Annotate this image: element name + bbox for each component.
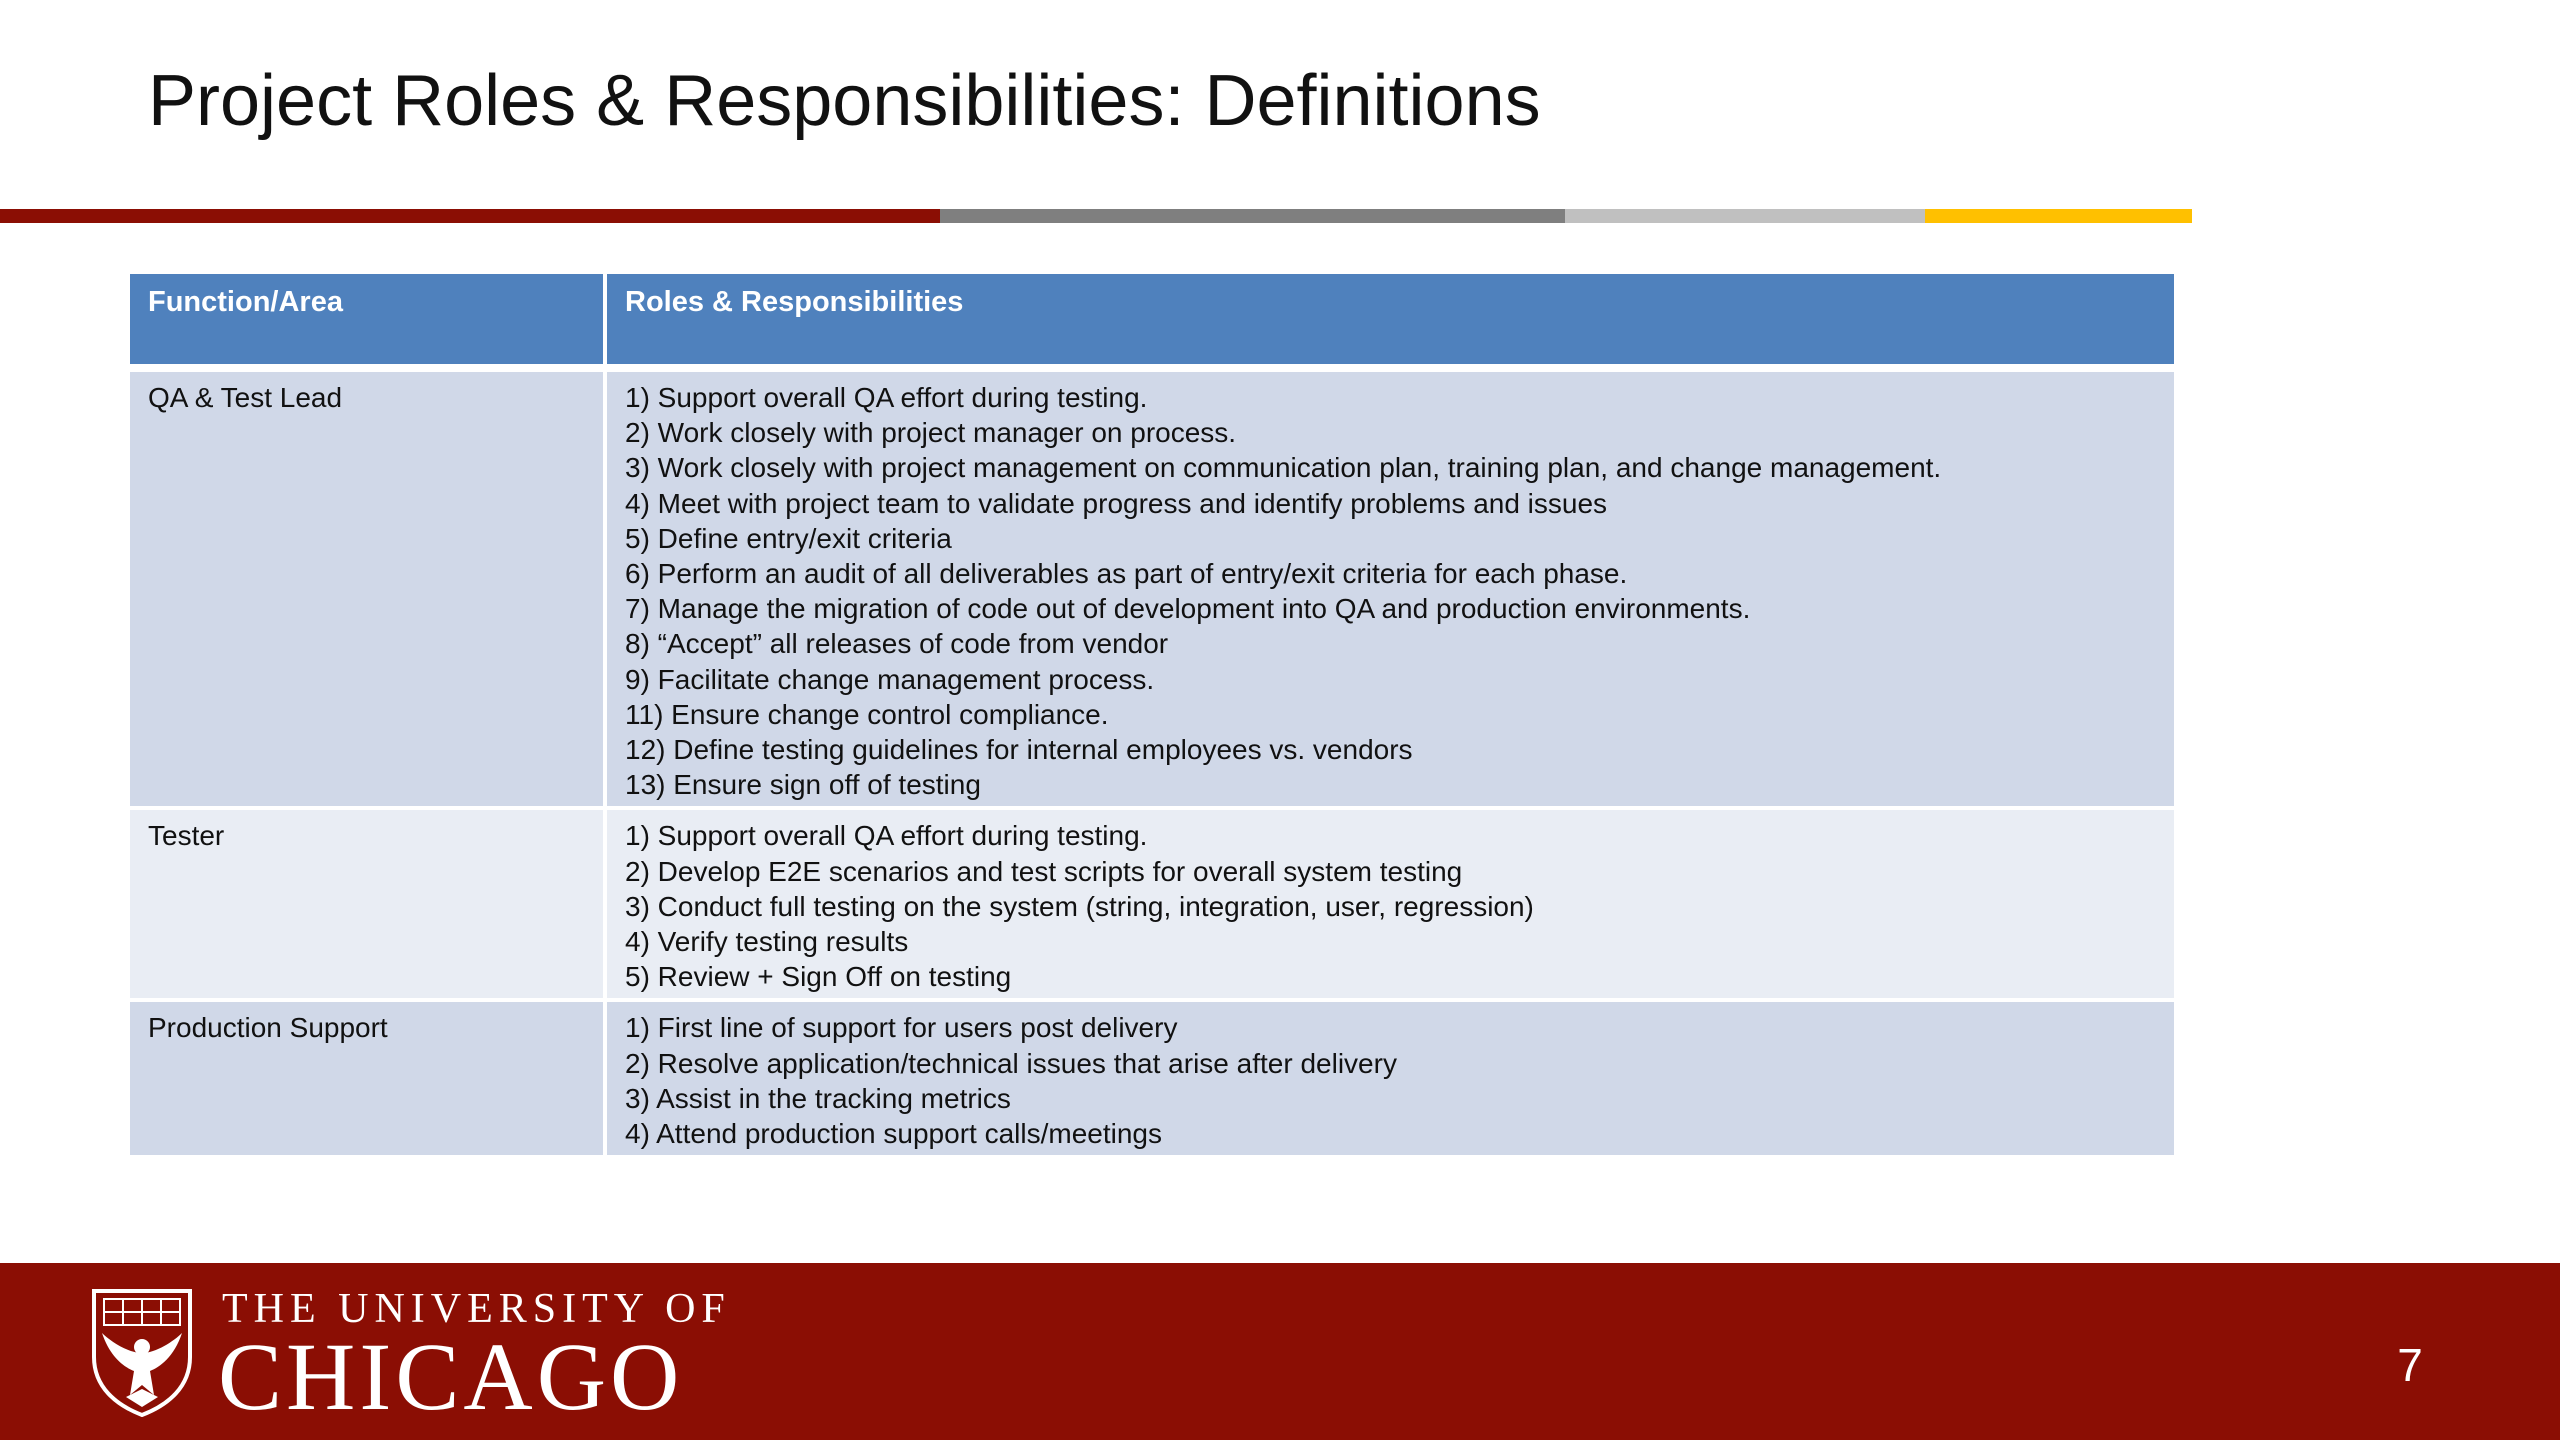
header-roles-responsibilities: Roles & Responsibilities — [607, 274, 2174, 372]
responsibilities-cell — [607, 372, 2174, 810]
phoenix-shield-icon — [88, 1287, 196, 1417]
table-body — [130, 372, 2174, 1159]
responsibility-item: 3) Conduct full testing on the system (string, integration, user, regression) — [625, 890, 1534, 922]
university-name-line1: THE UNIVERSITY OF — [222, 1286, 731, 1332]
accent-segment-dark-gray — [940, 209, 1565, 223]
responsibilities-cell — [607, 1002, 2174, 1159]
responsibility-item: 1) First line of support for users post delivery — [625, 1012, 1178, 1044]
responsibility-item: 3) Assist in the tracking metrics — [625, 1082, 1011, 1114]
university-footer — [0, 1263, 2560, 1440]
responsibility-item: 7) Manage the migration of code out of development into QA and production environments. — [625, 593, 1751, 625]
responsibility-item: 8) “Accept” all releases of code from vendor — [625, 628, 1169, 660]
responsibility-item: 4) Attend production support calls/meetings — [625, 1118, 1162, 1150]
responsibility-item: 1) Support overall QA effort during testing. — [625, 382, 1148, 413]
table-row — [130, 372, 2174, 810]
responsibility-item: 6) Perform an audit of all deliverables as part of entry/exit criteria for each phase. — [625, 558, 1628, 590]
responsibility-item: 5) Review + Sign Off on testing — [625, 961, 1012, 993]
university-name-line2: CHICAGO — [218, 1323, 684, 1430]
table-row — [130, 810, 2174, 1002]
page-number: 7 — [2397, 1339, 2423, 1391]
responsibilities-cell — [607, 810, 2174, 1002]
function-area-cell: Tester — [130, 810, 607, 1002]
slide-title: Project Roles & Responsibilities: Definitions — [148, 61, 1541, 141]
responsibility-item: 13) Ensure sign off of testing — [625, 769, 981, 801]
responsibility-item: 5) Define entry/exit criteria — [625, 522, 952, 554]
responsibility-item: 1) Support overall QA effort during testing. — [625, 820, 1148, 852]
function-area-cell: Production Support — [130, 1002, 607, 1159]
responsibility-item: 12) Define testing guidelines for internal employees vs. vendors — [625, 734, 1413, 766]
accent-segment-red — [0, 209, 940, 223]
responsibility-item: 2) Develop E2E scenarios and test scripts for overall system testing — [625, 855, 1463, 887]
responsibility-item: 9) Facilitate change management process. — [625, 663, 1155, 695]
accent-bar — [0, 209, 2192, 223]
function-area-cell: QA & Test Lead — [130, 372, 607, 810]
responsibility-item: 3) Work closely with project management on communication plan, training plan, and change management. — [625, 452, 1942, 484]
responsibility-item: 2) Resolve application/technical issues that arise after delivery — [625, 1047, 1397, 1079]
responsibility-item: 4) Verify testing results — [625, 926, 909, 958]
responsibility-item: 4) Meet with project team to validate progress and identify problems and issues — [625, 487, 1608, 519]
table-header-row — [130, 274, 2174, 372]
accent-segment-gold — [1925, 209, 2192, 223]
table-row — [130, 1002, 2174, 1159]
responsibility-item: 2) Work closely with project manager on process. — [625, 417, 1237, 449]
responsibility-item: 11) Ensure change control compliance. — [625, 698, 1109, 730]
roles-table — [130, 274, 2174, 1159]
accent-segment-light-gray — [1565, 209, 1925, 223]
header-function-area: Function/Area — [130, 274, 607, 372]
